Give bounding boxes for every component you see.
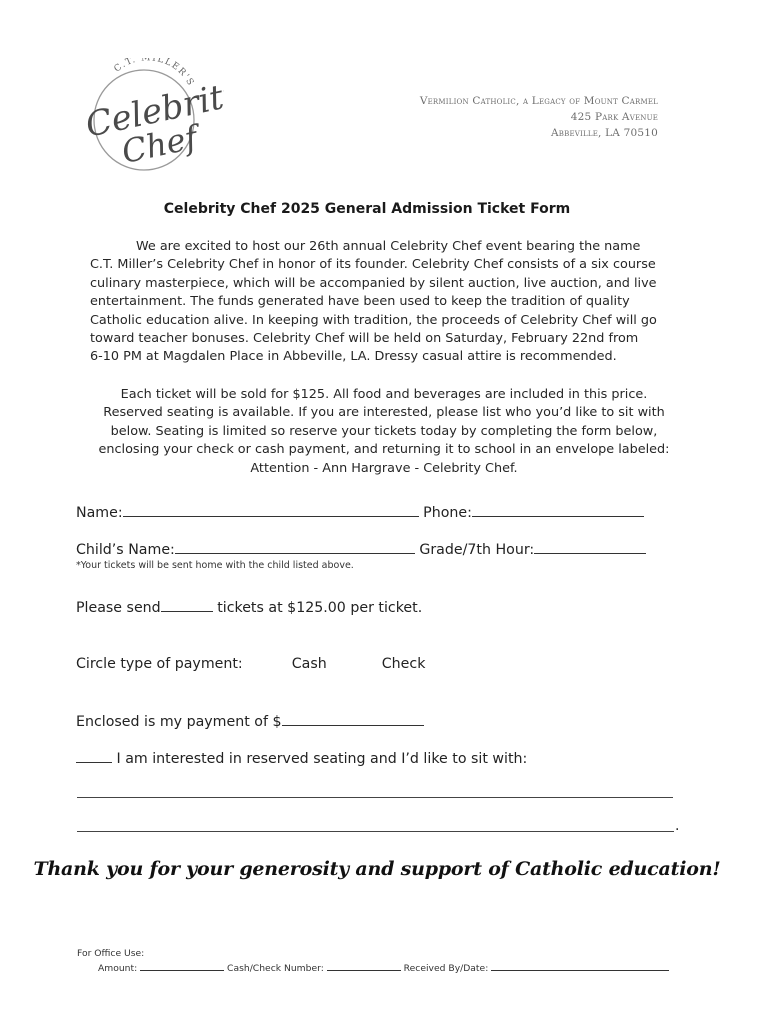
office-use-row <box>98 961 669 974</box>
office-received-field[interactable] <box>491 961 669 971</box>
thank-you-message: Thank you for your generosity and support of Catholic education! <box>33 858 721 880</box>
intro-line: Catholic education alive. In keeping with tradition, the proceeds of Celebrity Chef will go <box>90 312 657 328</box>
payment-amount-field[interactable] <box>282 713 424 726</box>
name-phone-row <box>76 504 644 521</box>
intro-line: C.T. Miller’s Celebrity Chef in honor of its founder. Celebrity Chef consists of a six course <box>90 257 656 273</box>
phone-field[interactable] <box>472 504 644 517</box>
reserved-seating-row <box>76 750 527 767</box>
ticket-quantity-row <box>76 599 422 616</box>
address-line-1: Vermilion Catholic, a Legacy of Mount Carmel <box>419 95 658 107</box>
intro-line: We are excited to host our 26th annual Celebrity Chef event bearing the name <box>136 239 641 254</box>
seating-names-line-2[interactable] <box>77 831 674 832</box>
pricing-line: enclosing your check or cash payment, and returning it to school in an envelope labeled: <box>98 442 670 458</box>
celebrity-chef-logo <box>78 58 224 178</box>
pricing-line: Reserved seating is available. If you are interested, please list who you’d like to sit with <box>103 405 665 421</box>
seating-names-line-1[interactable] <box>77 797 673 798</box>
office-check-field[interactable] <box>327 961 401 971</box>
name-field[interactable] <box>123 504 419 517</box>
logo-script-celebrity: Celebrity <box>82 73 224 146</box>
child-name-label: Child’s Name: <box>76 542 175 558</box>
logo-arc-text: C.T. MILLER'S <box>112 58 196 89</box>
intro-line: 6-10 PM at Magdalen Place in Abbeville, LA. Dressy casual attire is recommended. <box>90 349 617 365</box>
logo-script-chef: Chef <box>118 118 201 172</box>
payment-type-row <box>76 656 425 672</box>
send-prefix: Please send <box>76 600 161 616</box>
ticket-quantity-field[interactable] <box>161 599 213 612</box>
intro-line: culinary masterpiece, which will be accompanied by silent auction, live auction, and live <box>90 275 657 291</box>
child-name-field[interactable] <box>175 541 415 554</box>
child-note: *Your tickets will be sent home with the child listed above. <box>76 560 354 571</box>
seating-period: . <box>675 818 680 834</box>
form-title: Celebrity Chef 2025 General Admission Ticket Form <box>163 201 571 217</box>
payment-amount-row <box>76 713 424 730</box>
intro-line: entertainment. The funds generated have been used to keep the tradition of quality <box>90 294 630 310</box>
office-received-label: Received By/Date: <box>403 963 489 974</box>
payment-option-check[interactable]: Check <box>381 656 426 672</box>
grade-label: Grade/7th Hour: <box>419 542 535 558</box>
pricing-paragraph <box>86 386 682 478</box>
payment-label: Circle type of payment: <box>76 656 243 672</box>
pricing-line: Each ticket will be sold for $125. All food and beverages are included in this price. <box>120 387 648 402</box>
intro-paragraph <box>90 238 680 367</box>
pricing-line: below. Seating is limited so reserve your tickets today by completing the form below, <box>110 423 658 439</box>
child-grade-row <box>76 541 646 558</box>
office-use-heading: For Office Use: <box>77 948 145 959</box>
phone-label: Phone: <box>423 505 472 521</box>
address-line-3: Abbeville, LA 70510 <box>551 127 658 139</box>
payment-option-cash[interactable]: Cash <box>291 656 327 672</box>
grade-field[interactable] <box>534 541 646 554</box>
office-amount-field[interactable] <box>140 961 224 971</box>
reserved-seating-checkbox-line[interactable] <box>76 750 112 763</box>
reserved-seating-label: I am interested in reserved seating and I’d like to sit with: <box>116 751 528 767</box>
office-amount-label: Amount: <box>98 963 138 974</box>
intro-line: toward teacher bonuses. Celebrity Chef will be held on Saturday, February 22nd from <box>90 331 639 347</box>
office-check-label: Cash/Check Number: <box>227 963 324 974</box>
school-address <box>420 93 658 141</box>
name-label: Name: <box>76 505 123 521</box>
pricing-line: Attention - Ann Hargrave - Celebrity Chef. <box>250 460 518 476</box>
send-suffix: tickets at $125.00 per ticket. <box>217 600 423 616</box>
address-line-2: 425 Park Avenue <box>570 111 658 123</box>
enclosed-label: Enclosed is my payment of $ <box>76 714 282 730</box>
